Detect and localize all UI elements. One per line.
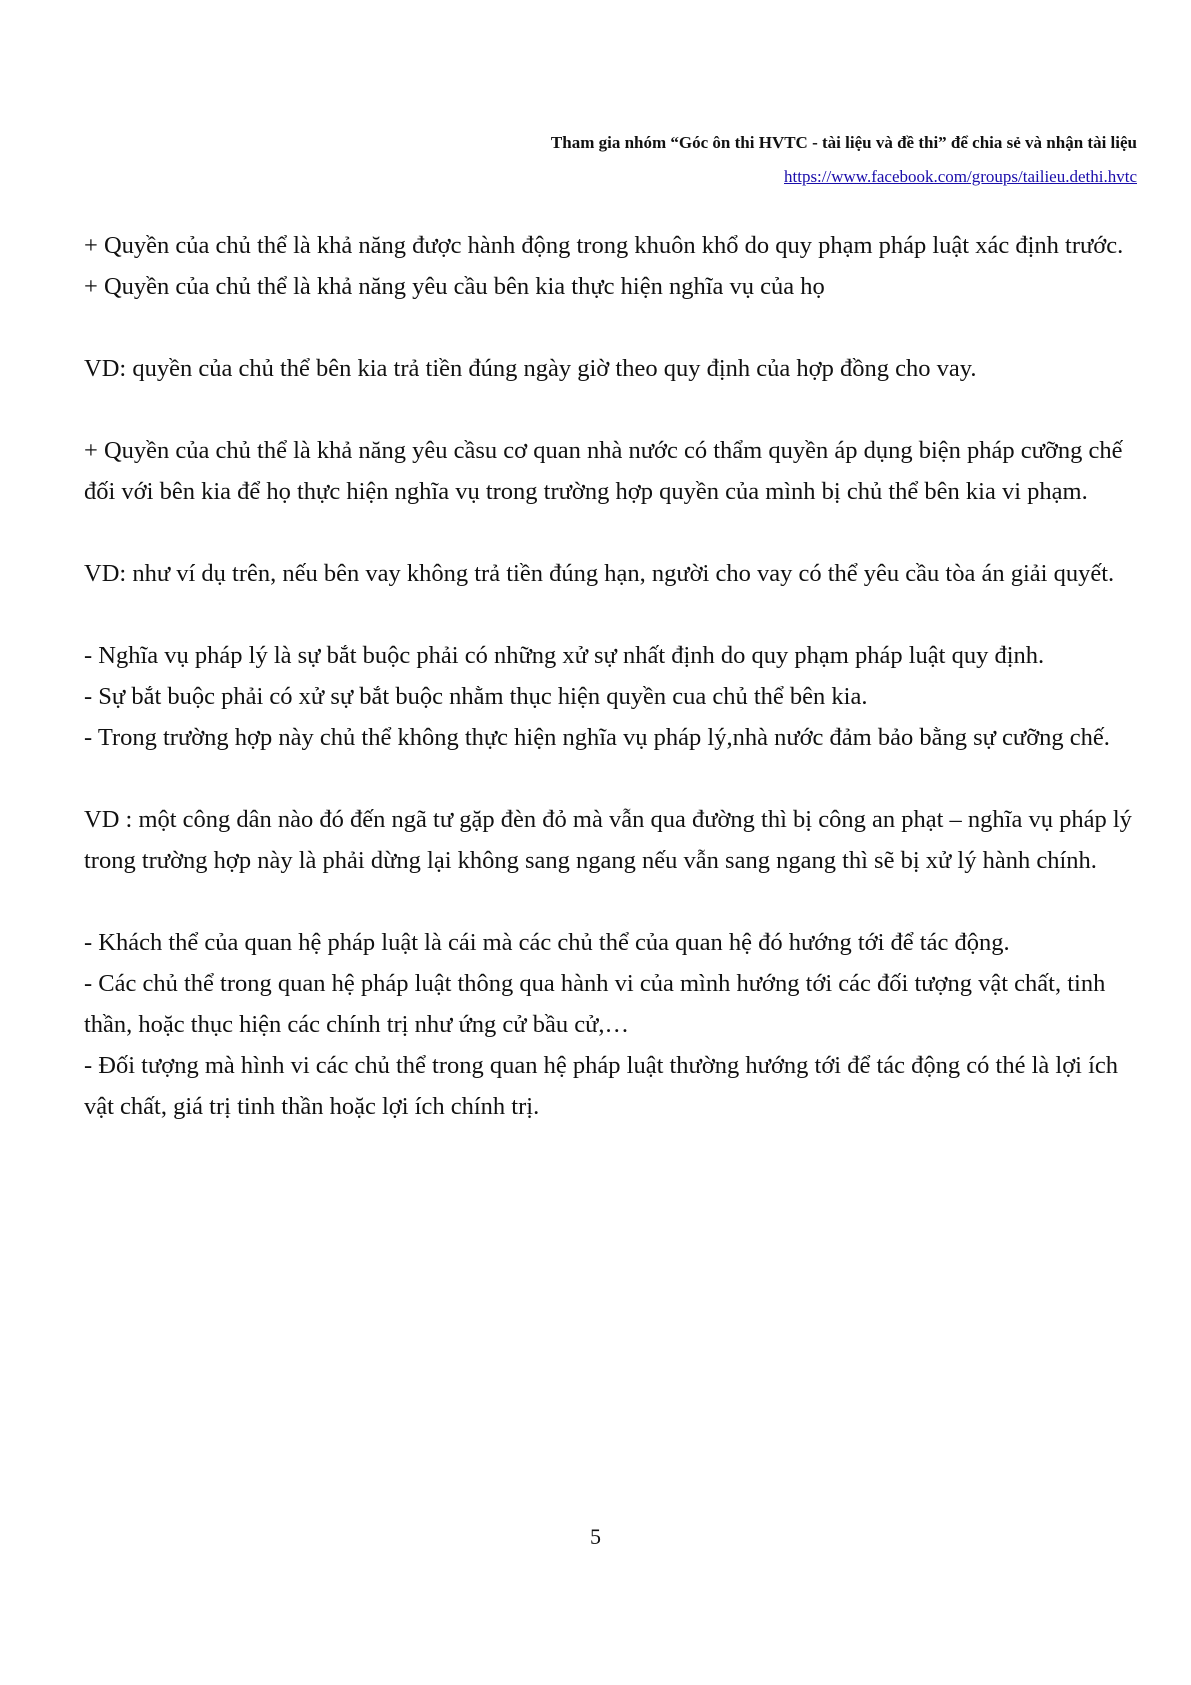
paragraph-object-interests: - Đối tượng mà hình vi các chủ thể trong quan hệ pháp luật thường hướng tới để tác động có thé là lợi ích vật chất, giá trị tinh thần hoặc lợi ích chính trị. — [84, 1052, 1119, 1120]
paragraph-rights-request: + Quyền của chủ thể là khả năng yêu cầu bên kia thực hiện nghĩa vụ của họ — [84, 273, 825, 300]
page-header — [237, 132, 1137, 188]
paragraph-example-traffic: VD : một công dân nào đó đến ngã tư gặp đèn đỏ mà vẫn qua đường thì bị công an phạt – nghĩa vụ pháp lý trong trường hợp này là phải dừng lại không sang ngang nếu vẫn sang ngang thì sẽ bị xử lý hành chính. — [84, 806, 1132, 874]
paragraph-obligation-required: - Sự bắt buộc phải có xử sự bắt buộc nhằm thục hiện quyền cua chủ thể bên kia. — [84, 683, 868, 710]
paragraph-object-targets: - Các chủ thể trong quan hệ pháp luật thông qua hành vi của mình hướng tới các đối tượng vật chất, tinh thần, hoặc thục hiện các chính trị như ứng cử bầu cử,… — [84, 970, 1106, 1038]
paragraph-obligation-enforced: - Trong trường hợp này chủ thể không thực hiện nghĩa vụ pháp lý,nhà nước đảm bảo bằng sự cưỡng chế. — [84, 724, 1110, 751]
paragraph-example-loan: VD: quyền của chủ thể bên kia trả tiền đúng ngày giờ theo quy định của hợp đồng cho vay. — [84, 355, 977, 382]
paragraph-obligation-definition: - Nghĩa vụ pháp lý là sự bắt buộc phải có những xử sự nhất định do quy phạm pháp luật quy định. — [84, 642, 1045, 669]
paragraph-rights-enforcement: + Quyền của chủ thể là khả năng yêu cầsu cơ quan nhà nước có thẩm quyền áp dụng biện pháp cưỡng chế đối với bên kia để họ thực hiện nghĩa vụ trong trường hợp quyền của mình bị chủ thể bên kia vi phạm. — [84, 437, 1123, 505]
header-title: Tham gia nhóm “Góc ôn thi HVTC - tài liệu và đề thi” để chia sẻ và nhận tài liệu — [550, 133, 1137, 152]
paragraph-rights-definition: + Quyền của chủ thể là khả năng được hành động trong khuôn khổ do quy phạm pháp luật xác định trước. — [84, 232, 1124, 259]
paragraph-example-court: VD: như ví dụ trên, nếu bên vay không trả tiền đúng hạn, người cho vay có thể yêu cầu tòa án giải quyết. — [84, 560, 1115, 587]
facebook-group-link[interactable]: https://www.facebook.com/groups/tailieu.dethi.hvtc — [784, 167, 1137, 186]
document-body — [84, 225, 1144, 1127]
paragraph-object-definition: - Khách thể của quan hệ pháp luật là cái mà các chủ thể của quan hệ đó hướng tới để tác động. — [84, 929, 1010, 956]
page-number: 5 — [590, 1524, 601, 1549]
